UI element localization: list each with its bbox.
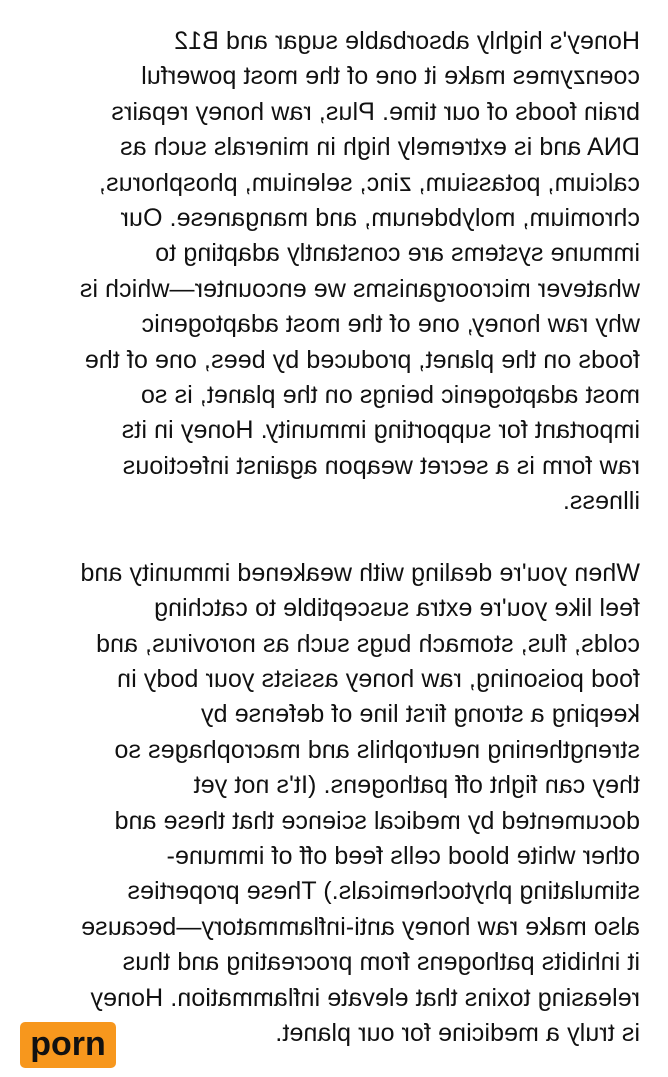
text-line: documented by medical science that these and: [114, 806, 640, 835]
text-line: calcium, potassium, zinc, selenium, phosphorus,: [98, 168, 640, 197]
article-text: [80, 24, 640, 1051]
text-line: When you're dealing with weakened immunity and: [80, 558, 640, 587]
text-line: brain foods of our time. Plus, raw honey repairs: [111, 97, 640, 126]
text-line: Honey's highly absorbable sugar and B12: [174, 27, 640, 55]
paragraph: [80, 556, 640, 1052]
text-line: it inhibits pathogens from procreating and thus: [122, 948, 640, 977]
text-line: chromium, molybdenum, and manganese. Our: [120, 204, 640, 233]
text-line: whatever microorganisms we encounter—which is: [79, 274, 640, 303]
text-line: feel like you're extra susceptible to catching: [153, 594, 640, 623]
text-line: important for supporting immunity. Honey in its: [121, 416, 640, 445]
text-line: food poisoning, raw honey assists your body in: [117, 664, 640, 693]
text-line: colds, flus, stomach bugs such as norovirus, and: [96, 629, 640, 658]
text-line: most adaptogenic beings on the planet, is so: [140, 381, 640, 410]
text-line: DNA and is extremely high in minerals such as: [119, 133, 640, 162]
paragraph-gap: [80, 520, 640, 556]
text-line: other white blood cells feed off of immune-: [166, 841, 640, 870]
text-line: keeping a strong first line of defense by: [200, 700, 640, 729]
text-line: they can fight off pathogens. (It's not yet: [193, 771, 640, 800]
text-line: raw form is a secret weapon against infectious: [122, 451, 640, 480]
watermark-logo: porn: [20, 1022, 116, 1068]
text-line: is truly a medicine for our planet.: [275, 1018, 640, 1047]
text-line: stimulating phytochemicals.) These properties: [127, 877, 640, 906]
text-line: immune systems are constantly adapting to: [155, 239, 640, 268]
text-line: also make raw honey anti-inflammatory—because: [81, 912, 640, 941]
paragraph: [80, 24, 640, 520]
text-line: illness.: [562, 487, 640, 516]
text-line: strengthening neutrophils and macrophages so: [114, 735, 640, 764]
text-line: foods on the planet, produced by bees, one of the: [84, 345, 640, 374]
text-line: releasing toxins that elevate inflammation. Honey: [90, 983, 640, 1012]
text-line: coenzymes make it one of the most powerful: [141, 62, 640, 91]
text-line: why raw honey, one of the most adaptogenic: [141, 310, 640, 339]
